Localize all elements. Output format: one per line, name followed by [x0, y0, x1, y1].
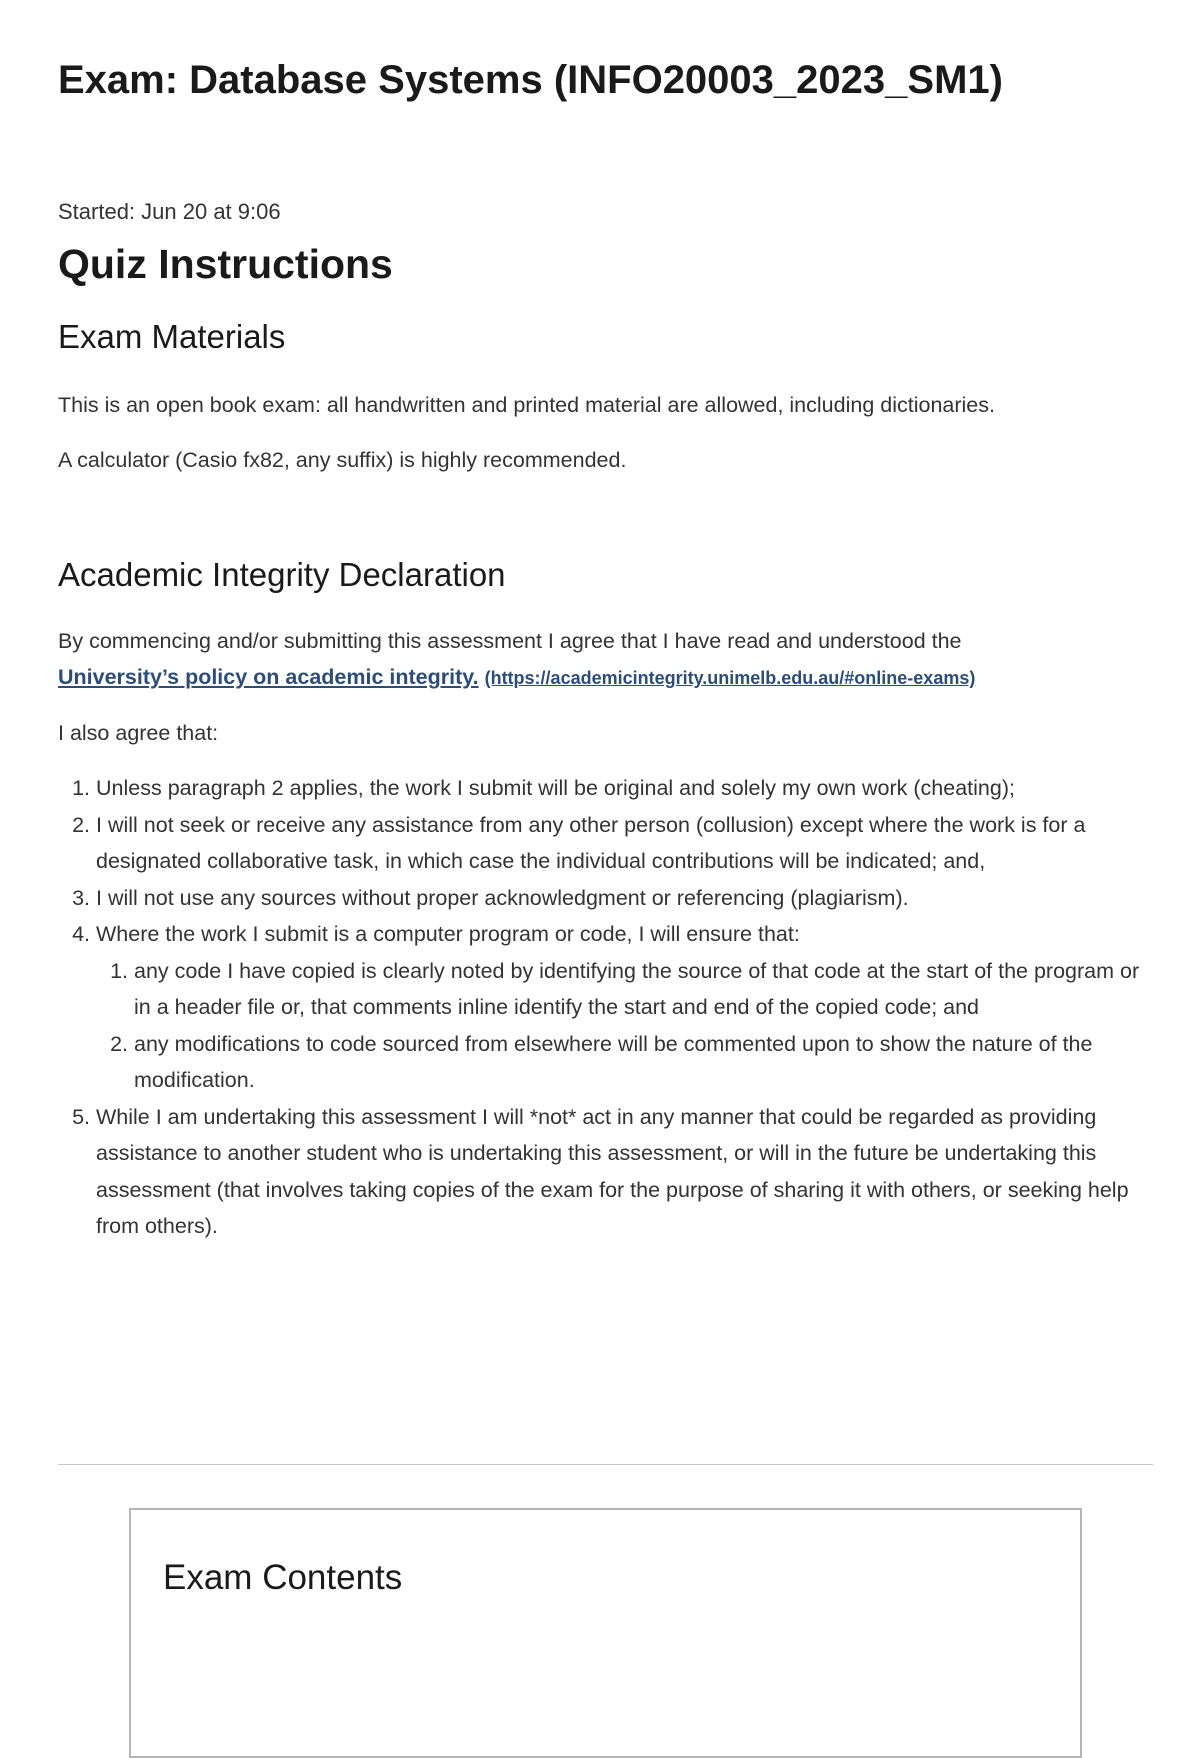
integrity-policy-link[interactable]: University’s policy on academic integrity. [58, 665, 479, 689]
exam-contents-panel [129, 1508, 1082, 1758]
exam-contents-heading: Exam Contents [163, 1558, 403, 1597]
exam-materials-heading: Exam Materials [58, 318, 286, 355]
declaration-item-3 [96, 880, 1153, 917]
code-sub-item-text: any modifications to code sourced from elsewhere will be commented upon to show the nature of the modification. [134, 1031, 1093, 1092]
section-divider [58, 1464, 1153, 1465]
integrity-intro: By commencing and/or submitting this assessment I agree that I have read and understood the [58, 629, 962, 653]
declaration-list [58, 770, 1153, 1245]
quiz-instructions-heading: Quiz Instructions [58, 241, 393, 287]
declaration-item-text: Where the work I submit is a computer program or code, I will ensure that: [96, 922, 800, 946]
code-sub-list [96, 953, 1153, 1099]
declaration-item-text: While I am undertaking this assessment I will *not* act in any manner that could be regarded as providing assistance to another student who is undertaking this assessment, or will in the future be undertaking this assessment (that involves taking copies of the exam for the purpose of sharing it with others, or seeking help from others). [96, 1104, 1129, 1238]
started-timestamp: Started: Jun 20 at 9:06 [58, 199, 281, 224]
declaration-item-2 [96, 807, 1153, 880]
materials-paragraph-calculator: A calculator (Casio fx82, any suffix) is highly recommended. [58, 448, 627, 472]
declaration-item-5 [96, 1099, 1153, 1245]
code-sub-item-1 [134, 953, 1153, 1026]
code-sub-item-2 [134, 1026, 1153, 1099]
declaration-item-text: I will not seek or receive any assistance from any other person (collusion) except where the work is for a designated collaborative task, in which case the individual contributions will be indicated; and, [96, 812, 1086, 873]
code-sub-item-text: any code I have copied is clearly noted by identifying the source of that code at the start of the program or in a header file or, that comments inline identify the start and end of the copied code; and [134, 958, 1140, 1019]
also-agree-text: I also agree that: [58, 721, 219, 745]
declaration-item-1 [96, 770, 1153, 807]
integrity-policy-url[interactable]: (https://academicintegrity.unimelb.edu.au/#online-exams) [484, 668, 976, 688]
declaration-item-text: I will not use any sources without proper acknowledgment or referencing (plagiarism). [96, 885, 909, 910]
declaration-item-text: Unless paragraph 2 applies, the work I submit will be original and solely my own work (cheating); [96, 776, 1015, 800]
integrity-policy-line [58, 659, 975, 696]
academic-integrity-heading: Academic Integrity Declaration [58, 556, 506, 593]
declaration-item-4 [96, 916, 1153, 1099]
page-title: Exam: Database Systems (INFO20003_2023_SM1) [58, 58, 1003, 102]
materials-paragraph-open-book: This is an open book exam: all handwritten and printed material are allowed, including dictionaries. [58, 393, 995, 417]
